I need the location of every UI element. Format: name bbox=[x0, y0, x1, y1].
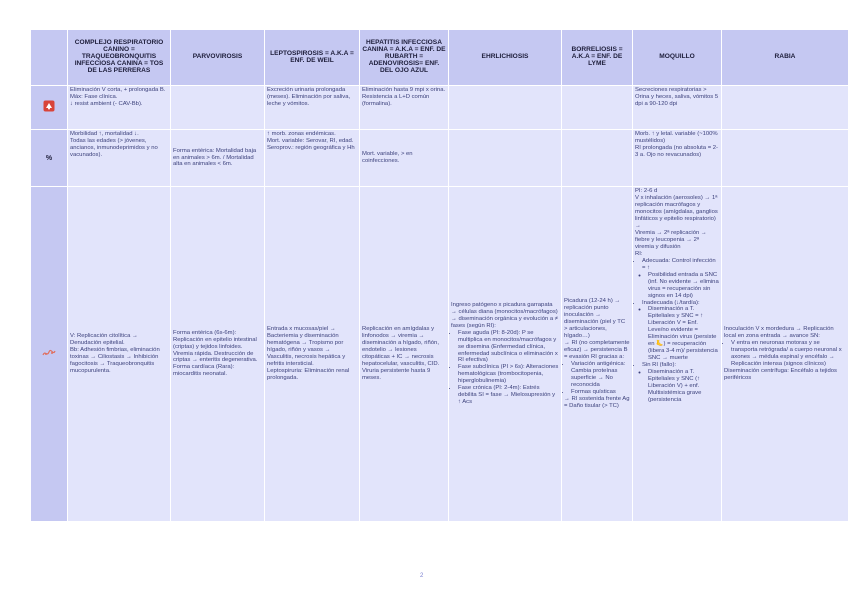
excretion-row-header bbox=[31, 86, 68, 130]
morbidity-complejo: Morbilidad ↑, mortalidad ↓. Todas las edades (> jóvenes, ancianos, inmunodeprimidos y no vacunados). bbox=[68, 130, 171, 187]
disease-comparison-table bbox=[30, 29, 848, 522]
borreliosis-intro: Picadura (12-24 h) → replicación punto inoculación → diseminación (piel y TC > articulaciones, hígado…) → RI (no completamente eficaz) → persistencia B = evasión RI gracias a: bbox=[564, 298, 630, 360]
excretion-icon bbox=[43, 99, 55, 117]
excretion-borreliosis bbox=[562, 86, 633, 130]
pathogenesis-ehrlichiosis bbox=[449, 187, 562, 522]
excretion-hepatitis: Eliminación hasta 9 mpi x orina. Resistencia a L+D común (formalina). bbox=[360, 86, 449, 130]
header-complejo-respiratorio: COMPLEJO RESPIRATORIO CANINO = TRAQUEOBRONQUITIS INFECCIOSA CANINA = TOS DE LAS PERRERAS bbox=[68, 30, 171, 86]
morbidity-leptospirosis: ↑ morb. zonas endémicas. Mort. variable: Serovar, RI, edad. Seroprov.: región geográfica y Hh bbox=[265, 130, 360, 187]
header-rabia: RABIA bbox=[722, 30, 848, 86]
morbidity-hepatitis: Mort. variable, > en coinfecciones. bbox=[360, 130, 449, 187]
ehrlichiosis-phase-acute: • Fase aguda (PI: 8-20d): P se multiplica en monocitos/macrófagos y se disemina (Enfermedad clínica, enfermedad subclínica o eliminación x RI efectiva) bbox=[458, 330, 559, 365]
header-ehrlichiosis: EHRLICHIOSIS bbox=[449, 30, 562, 86]
pathogenesis-rabia bbox=[722, 187, 848, 522]
excretion-row bbox=[31, 86, 848, 130]
borreliosis-item-antigenic: • Variación antigénica: Cambia proteínas superficie → No reconocida bbox=[571, 361, 630, 389]
excretion-complejo: Eliminación V corta, + prolongada B. Máx: Fase clínica. ↓ resist ambient (- CAV-Bb). bbox=[68, 86, 171, 130]
morbidity-moquillo: Morb. ↑ y letal. variable (~100% mustélidos) RI prolongada (no absoluta = 2-3 a. Ojo no revacunados) bbox=[633, 130, 722, 187]
ehrlichiosis-phase-subclinical: • Fase subclínica (PI > 6s): Alteraciones hematológicas (trombocitopenia, hiperglobulinemia) bbox=[458, 364, 559, 385]
pathogenesis-borreliosis bbox=[562, 187, 633, 522]
page-number: 2 bbox=[420, 573, 424, 579]
moquillo-ri-inadequate-title: Inadecuada (↓/tardía): bbox=[642, 299, 700, 306]
moquillo-intro: PI: 2-6 d V x inhalación (aerosoles) → 1ª replicación macrófagos y monocitos (amígdalas, ganglios linfáticos y epitelio respiratorio) → Viremia → 2ª replicación → fiebre y leucopenia → 2ª viremia y difusión RI: bbox=[635, 188, 718, 257]
morbidity-borreliosis bbox=[562, 130, 633, 187]
pathogenesis-hepatitis: Replicación en amígdalas y linfonodos → viremia → diseminación a hígado, riñón, endotelio → lesiones citopáticas + IC → necrosis hepatocelular, vasculitis, CID. Viruria persistente hasta 9 meses. bbox=[360, 187, 449, 522]
header-borreliosis: BORRELIOSIS = A.K.A = ENF. DE LYME bbox=[562, 30, 633, 86]
morbidity-parvovirosis: Forma entérica: Mortalidad baja en animales > 6m. / Mortalidad alta en animales < 6m. bbox=[171, 130, 265, 187]
rabia-item-neurons: • V entra en neuronas motoras y se transporta retrógrada/ a cuerpo neuronal x axones → médula espinal y encéfalo → Replicación intensa (signos clínicos) bbox=[731, 340, 846, 368]
header-leptospirosis: LEPTOSPIROSIS = A.K.A = ENF. DE WEIL bbox=[265, 30, 360, 86]
moquillo-ri-none-title: Sin RI (fallo): bbox=[642, 362, 677, 369]
ehrlichiosis-intro: Ingreso patógeno x picadura garrapata → células diana (monocitos/macrófagos) → diseminación orgánica y evolución a ≠ fases (según RI): bbox=[451, 301, 559, 329]
header-moquillo: MOQUILLO bbox=[633, 30, 722, 86]
morbidity-row bbox=[31, 130, 848, 187]
borreliosis-item-cystic: • Formas quísticas bbox=[571, 389, 630, 396]
morbidity-row-header: % bbox=[31, 130, 68, 187]
moquillo-ri-none bbox=[642, 362, 719, 404]
corner-cell bbox=[31, 30, 68, 86]
excretion-rabia bbox=[722, 86, 848, 130]
pathogenesis-icon bbox=[42, 345, 56, 363]
moquillo-ri-inadequate-detail: ◦ Diseminación a T. Epiteliales y SNC = ↑ Liberación V = Enf. Leve/no evidente = Eliminación virus (persiste en 🦶) = recuperación (libera 3-4 m)/ persistencia SNC → muerte bbox=[648, 306, 719, 362]
ehrlichiosis-phase-chronic: • Fase crónica (PI: 2-4m): Estrés debilita SI = fase → Mielosupresión y ↑ Acs bbox=[458, 385, 559, 406]
pathogenesis-leptospirosis: Entrada x mucosas/piel → Bacteriemia y diseminación hematógena → Tropismo por hígado, riñón y vasos → Vasculitis, necrosis hepática y nefritis intersticial. Leptospiruria: Eliminación renal prolongada. bbox=[265, 187, 360, 522]
pathogenesis-complejo: V: Replicación citolítica → Denudación epitelial. Bb: Adhesión fimbrias, eliminación toxinas → Ciliostasis → Inhibición fagocitosis → Traqueobronquitis mucopurulenta. bbox=[68, 187, 171, 522]
pathogenesis-parvovirosis: Forma entérica (6s-6m): Replicación en epitelio intestinal (criptas) y tejidos linfoides. Viremia rápida. Destrucción de criptas → enteritis degenerativa. Forma cardíaca (Rara): miocarditis neonatal. bbox=[171, 187, 265, 522]
pathogenesis-moquillo bbox=[633, 187, 722, 522]
rabia-outro: Diseminación centrífuga: Encéfalo a tejidos periféricos bbox=[724, 367, 837, 381]
pathogenesis-row-header bbox=[31, 187, 68, 522]
moquillo-ri-adequate-detail: ◦ Posibilidad entrada a SNC (inf. No evidente → elimina virus = recuperación sin signos en 14 dpi) bbox=[648, 272, 719, 300]
moquillo-ri-adequate bbox=[642, 258, 719, 300]
header-hepatitis: HEPATITIS INFECCIOSA CANINA = A.K.A = ENF. DE RUBARTH = ADENOVIROSIS= ENF. DEL OJO AZUL bbox=[360, 30, 449, 86]
morbidity-rabia bbox=[722, 130, 848, 187]
moquillo-ri-inadequate bbox=[642, 300, 719, 363]
excretion-moquillo: Secreciones respiratorias > Orina y heces, saliva, vómitos 5 dpi a 90-120 dpi bbox=[633, 86, 722, 130]
moquillo-ri-none-detail: ◦ Diseminación a T. Epiteliales y SNC (↑ Liberación V) + enf. Multisistémica grave (persistencia bbox=[648, 369, 719, 404]
header-parvovirosis: PARVOVIROSIS bbox=[171, 30, 265, 86]
excretion-leptospirosis: Excreción urinaria prolongada (meses). Eliminación por saliva, leche y vómitos. bbox=[265, 86, 360, 130]
rabia-intro: Inoculación V x mordedura → Replicación local en zona entrada → avance SN: bbox=[724, 326, 834, 340]
moquillo-ri-adequate-title: Adecuada: Control infección = ↑ bbox=[642, 257, 716, 271]
pathogenesis-row bbox=[31, 187, 848, 522]
excretion-parvovirosis bbox=[171, 86, 265, 130]
morbidity-ehrlichiosis bbox=[449, 130, 562, 187]
borreliosis-outro: → RI sostenida frente Ag = Daño tisular (> TC) bbox=[564, 395, 630, 409]
excretion-ehrlichiosis bbox=[449, 86, 562, 130]
header-row bbox=[31, 30, 848, 86]
